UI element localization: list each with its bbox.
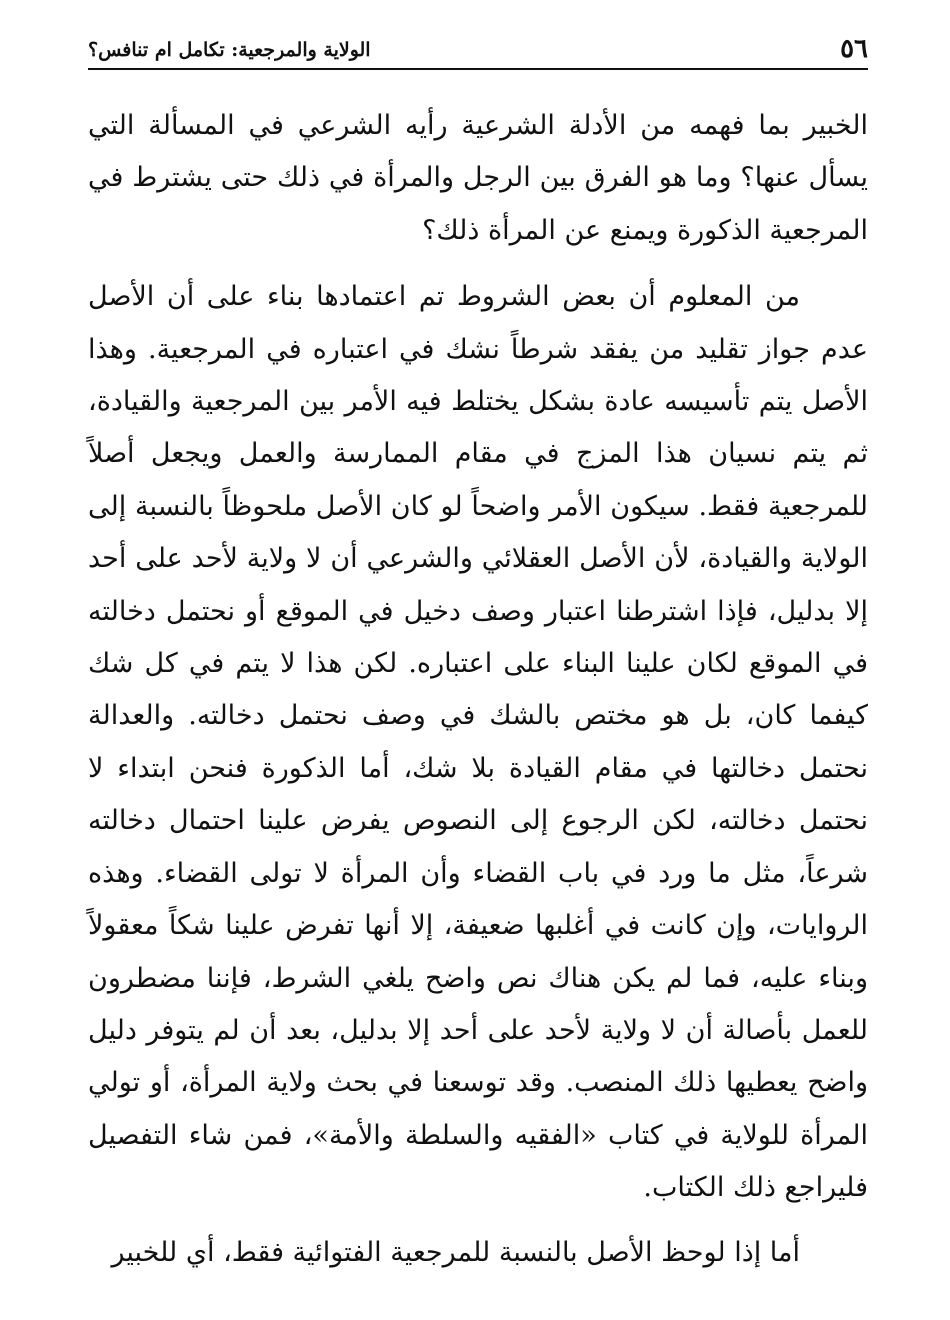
paragraph-main: من المعلوم أن بعض الشروط تم اعتمادها بناء على أن الأصل عدم جواز تقليد من يفقد شرطاً نشك في اعتباره في المرجعية. وهذا الأصل يتم تأسيسه عادة بشكل يختلط فيه الأمر بين المرجعية والقيادة، ثم يتم نسيان هذا المزج في مقام الممارسة والعمل ويجعل أصلاً للمرجعية فقط. سيكون الأمر واضحاً لو كان الأصل ملحوظاً بالنسبة إلى الولاية والقيادة، لأن الأصل العقلائي والشرعي أن لا ولاية لأحد على أحد إلا بدليل، فإذا اشترطنا اعتبار وصف دخيل في الموقع أو نحتمل دخالته في الموقع لكان علينا البناء على اعتباره. لكن هذا لا يتم في كل شك كيفما كان، بل هو مختص بالشك في وصف نحتمل دخالته. والعدالة نحتمل دخالتها في مقام القيادة بلا شك، أما الذكورة فنحن ابتداء لا نحتمل دخالته، لكن الرجوع إلى النصوص يفرض علينا احتمال دخالته شرعاً، مثل ما ورد في باب القضاء وأن المرأة لا تولى القضاء. وهذه الروايات، وإن كانت في أغلبها ضعيفة، إلا أنها تفرض علينا شكاً معقولاً وبناء عليه، فما لم يكن هناك نص واضح يلغي الشرط، فإننا مضطرون للعمل بأصالة أن لا ولاية لأحد على أحد إلا بدليل، بعد أن لم يتوفر دليل واضح يعطيها ذلك المنصب. وقد توسعنا في بحث ولاية المرأة، أو تولي المرأة للولاية في كتاب «الفقيه والسلطة والأمة»، فمن شاء التفصيل فليراجع ذلك الكتاب. — [88, 281, 868, 1204]
running-title: الولاية والمرجعية: تكامل ام تنافس؟ — [88, 39, 371, 61]
page-number: ٥٦ — [840, 34, 868, 64]
page-body — [88, 100, 868, 1279]
running-header — [88, 30, 868, 70]
paragraph-continuation: الخبير بما فهمه من الأدلة الشرعية رأيه الشرعي في المسألة التي يسأل عنها؟ وما هو الفرق بين الرجل والمرأة في ذلك حتى يشترط في المرجعية الذكورة ويمنع عن المرأة ذلك؟ — [88, 110, 868, 246]
paragraph-final: أما إذا لوحظ الأصل بالنسبة للمرجعية الفتوائية فقط، أي للخبير — [111, 1236, 800, 1268]
